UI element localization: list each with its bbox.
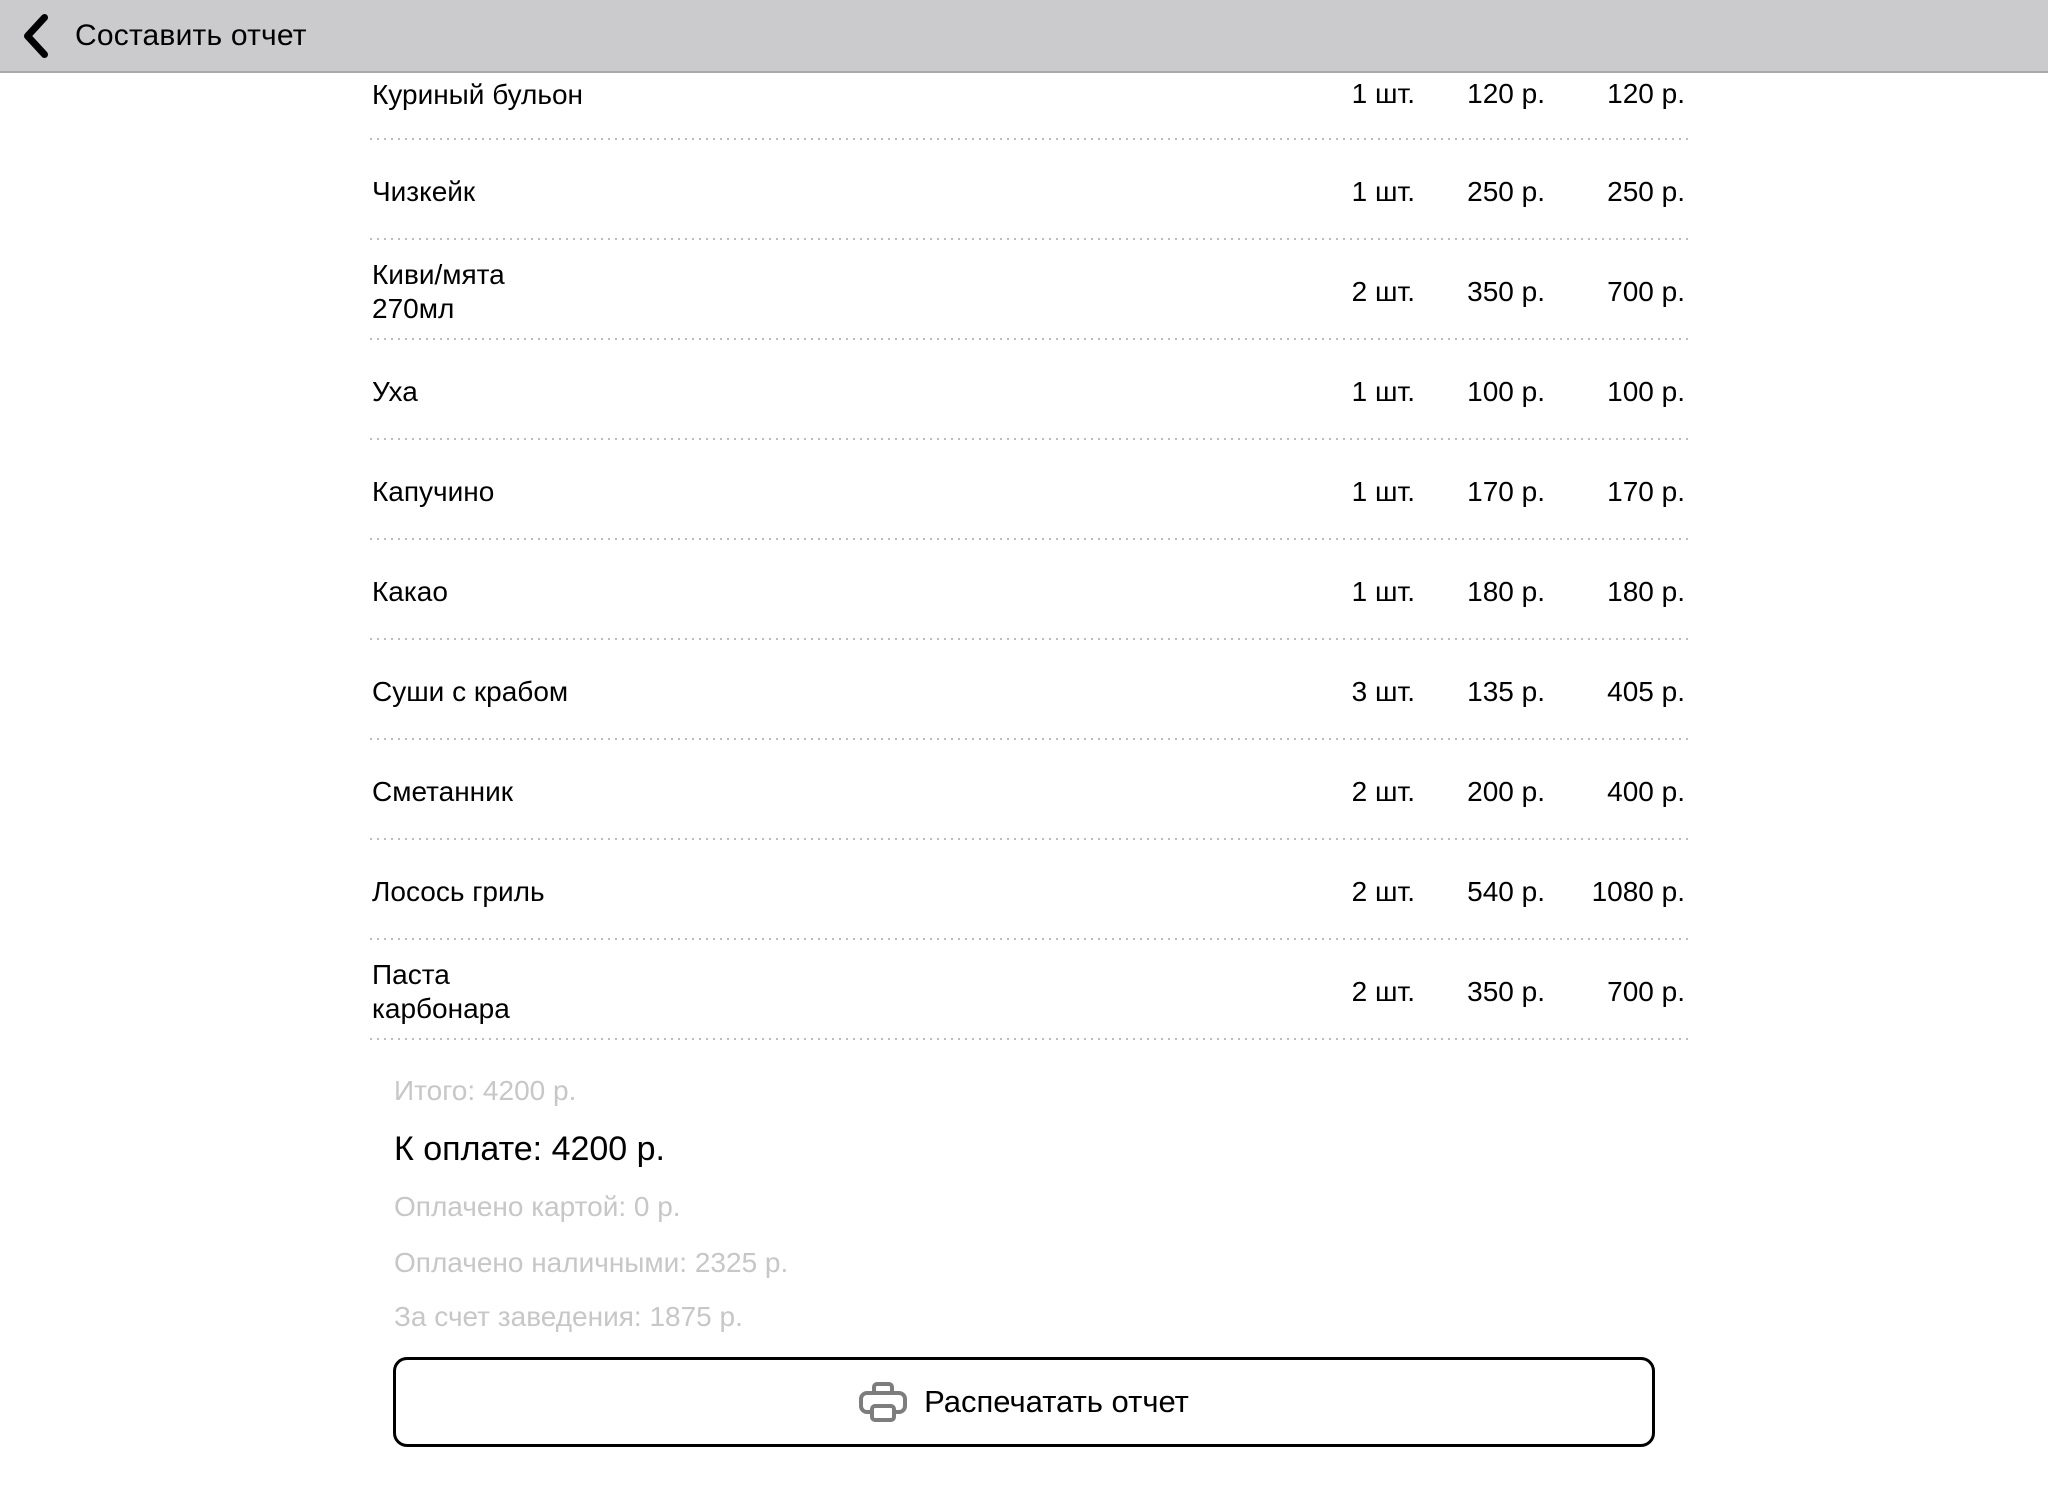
item-row	[370, 640, 1693, 738]
item-qty: 2 шт.	[1351, 776, 1415, 807]
item-price: 120 р.	[1467, 78, 1545, 109]
item-qty: 1 шт.	[1351, 376, 1415, 407]
summary-total: Итого: 4200 р.	[394, 1075, 577, 1106]
item-name: Чизкейк	[372, 176, 476, 207]
item-total: 1080 р.	[1591, 876, 1685, 907]
item-total: 400 р.	[1607, 776, 1685, 807]
back-button[interactable]	[23, 14, 307, 58]
item-price: 170 р.	[1467, 476, 1545, 507]
chevron-left-icon	[23, 14, 48, 58]
item-qty: 2 шт.	[1351, 976, 1415, 1007]
item-name: Паста карбонара	[372, 959, 510, 1024]
item-row	[370, 140, 1693, 238]
printer-icon	[859, 1382, 907, 1422]
item-row	[370, 340, 1693, 438]
item-qty: 1 шт.	[1351, 576, 1415, 607]
item-name: Лосось гриль	[372, 876, 545, 907]
nav-bar	[0, 0, 2048, 73]
item-name: Сметанник	[372, 776, 514, 807]
item-total: 700 р.	[1607, 276, 1685, 307]
item-qty: 1 шт.	[1351, 476, 1415, 507]
page-title: Составить отчет	[75, 18, 307, 52]
report-items-table	[370, 73, 1693, 1040]
summary-on-the-house: За счет заведения: 1875 р.	[394, 1301, 743, 1332]
item-qty: 2 шт.	[1351, 276, 1415, 307]
item-price: 540 р.	[1467, 876, 1545, 907]
item-row	[370, 73, 1693, 138]
item-row	[370, 440, 1693, 538]
item-total: 100 р.	[1607, 376, 1685, 407]
item-price: 200 р.	[1467, 776, 1545, 807]
item-total: 700 р.	[1607, 976, 1685, 1007]
item-price: 100 р.	[1467, 376, 1545, 407]
item-total: 120 р.	[1607, 78, 1685, 109]
item-name: Киви/мята 270мл	[372, 259, 505, 324]
item-name: Какао	[372, 576, 448, 607]
summary-paid-cash: Оплачено наличными: 2325 р.	[394, 1247, 789, 1278]
summary-to-pay: К оплате: 4200 р.	[394, 1130, 666, 1168]
summary-paid-card: Оплачено картой: 0 р.	[394, 1191, 681, 1222]
item-qty: 1 шт.	[1351, 176, 1415, 207]
item-total: 170 р.	[1607, 476, 1685, 507]
item-name: Куриный бульон	[372, 79, 583, 110]
item-price: 350 р.	[1467, 276, 1545, 307]
item-total: 250 р.	[1607, 176, 1685, 207]
item-name: Суши с крабом	[372, 676, 569, 707]
item-row	[370, 740, 1693, 838]
item-row	[370, 540, 1693, 638]
item-name: Капучино	[372, 476, 495, 507]
item-total: 405 р.	[1607, 676, 1685, 707]
item-row	[370, 240, 1693, 338]
item-total: 180 р.	[1607, 576, 1685, 607]
item-qty: 2 шт.	[1351, 876, 1415, 907]
print-report-button[interactable]	[393, 1357, 1655, 1447]
item-price: 180 р.	[1467, 576, 1545, 607]
item-row	[370, 940, 1693, 1038]
item-name: Уха	[372, 376, 418, 407]
item-row	[370, 840, 1693, 938]
item-price: 135 р.	[1467, 676, 1545, 707]
row-separator	[370, 1038, 1693, 1040]
item-price: 250 р.	[1467, 176, 1545, 207]
item-price: 350 р.	[1467, 976, 1545, 1007]
item-qty: 3 шт.	[1351, 676, 1415, 707]
print-button-label: Распечатать отчет	[924, 1384, 1189, 1419]
item-qty: 1 шт.	[1351, 78, 1415, 109]
